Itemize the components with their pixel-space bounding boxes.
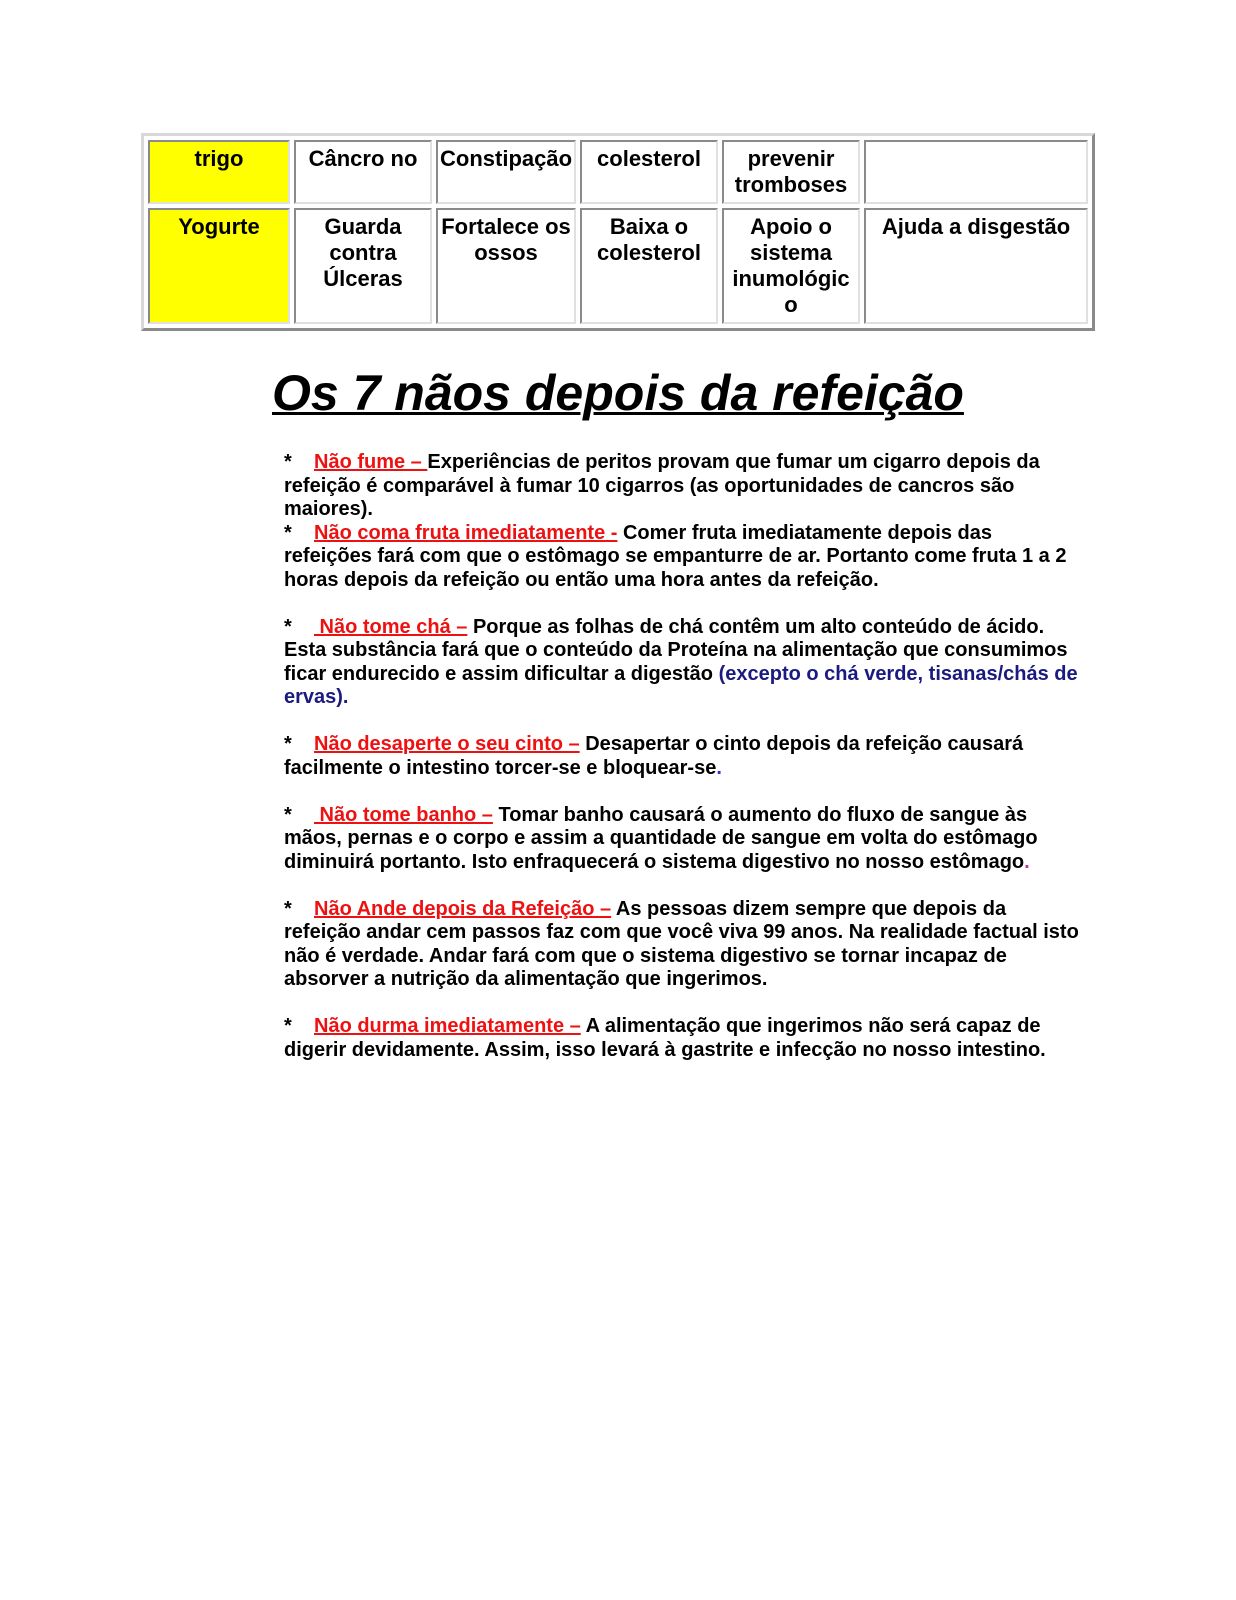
bullet-marker: * — [284, 733, 292, 755]
tip-end-mark: . — [1024, 850, 1030, 873]
benefit-cell: Guarda contra Úlceras — [294, 208, 432, 324]
tip-text: Tomar banho causará o aumento do fluxo de sangue às mãos, pernas e o corpo e assim a quantidade de sangue em volta do estômago diminuirá portanto. Isto enfraquecerá o sistema digestivo no nosso estômago — [284, 803, 1038, 873]
benefit-cell: Câncro no — [294, 140, 432, 204]
tip-item — [284, 804, 1084, 875]
tips-list — [284, 451, 1084, 1086]
bullet-marker: * — [284, 803, 292, 826]
tip-item — [284, 733, 1084, 780]
benefit-cell: Constipação — [436, 140, 576, 204]
page-title: Os 7 nãos depois da refeição — [272, 365, 964, 421]
tip-item — [284, 1015, 1084, 1062]
benefit-cell: Ajuda a disgestão — [864, 208, 1088, 324]
tip-heading: Não Ande depois da Refeição – — [314, 897, 612, 920]
benefit-cell: Baixa o colesterol — [580, 208, 718, 324]
tip-heading: Não durma imediatamente – — [314, 1015, 581, 1037]
tip-heading: Não tome banho – — [314, 803, 493, 826]
bullet-marker: * — [284, 615, 292, 638]
benefit-cell: Apoio o sistema inumológic o — [722, 208, 860, 324]
bullet-marker: * — [284, 1015, 292, 1037]
food-name-cell: Yogurte — [148, 208, 290, 324]
food-benefits-table — [141, 133, 1095, 331]
benefit-cell: Fortalece os ossos — [436, 208, 576, 324]
tip-text: As pessoas dizem sempre que depois da refeição andar cem passos faz com que você viva 99 anos. Na realidade factual isto não é verdade. Andar fará com que o sistema digestivo se tornar incapaz de absorver a nutrição da alimentação que ingerimos. — [284, 897, 1079, 990]
tip-text: Comer fruta imediatamente depois das refeições fará com que o estômago se empanturre de ar. Portanto come fruta 1 a 2 horas depois da refeição ou então uma hora antes da refeição. — [284, 521, 1067, 591]
tip-text: Experiências de peritos provam que fumar um cigarro depois da refeição é comparável à fumar 10 cigarros (as oportunidades de cancros são maiores). — [284, 451, 1040, 520]
tip-text: Desapertar o cinto depois da refeição causará facilmente o intestino torcer-se e bloquear-se — [284, 733, 1024, 779]
tip-end-mark: . — [716, 756, 722, 779]
tip-heading: Não fume – — [314, 451, 428, 473]
bullet-marker: * — [284, 521, 292, 544]
table-row — [148, 140, 1088, 204]
benefit-cell: colesterol — [580, 140, 718, 204]
tip-heading: Não desaperte o seu cinto – — [314, 733, 580, 755]
food-name-cell: trigo — [148, 140, 290, 204]
tip-item — [284, 898, 1084, 992]
tip-item — [284, 451, 1084, 522]
tip-text: Porque as folhas de chá contêm um alto conteúdo de ácido. Esta substância fará que o conteúdo da Proteína na alimentação que consumimos ficar endurecido e assim dificultar a digestão — [284, 615, 1068, 685]
tip-heading: Não tome chá – — [314, 615, 468, 638]
tip-item — [284, 616, 1084, 710]
benefit-cell — [864, 140, 1088, 204]
bullet-marker: * — [284, 897, 292, 920]
tip-item — [284, 522, 1084, 593]
table-row — [148, 208, 1088, 324]
tip-text: A alimentação que ingerimos não será capaz de digerir devidamente. Assim, isso levará à gastrite e infecção no nosso intestino. — [284, 1015, 1046, 1061]
tip-note: (excepto o chá verde, tisanas/chás de ervas). — [284, 662, 1078, 708]
bullet-marker: * — [284, 451, 292, 473]
tip-heading: Não coma fruta imediatamente - — [314, 521, 618, 544]
benefit-cell: prevenir tromboses — [722, 140, 860, 204]
